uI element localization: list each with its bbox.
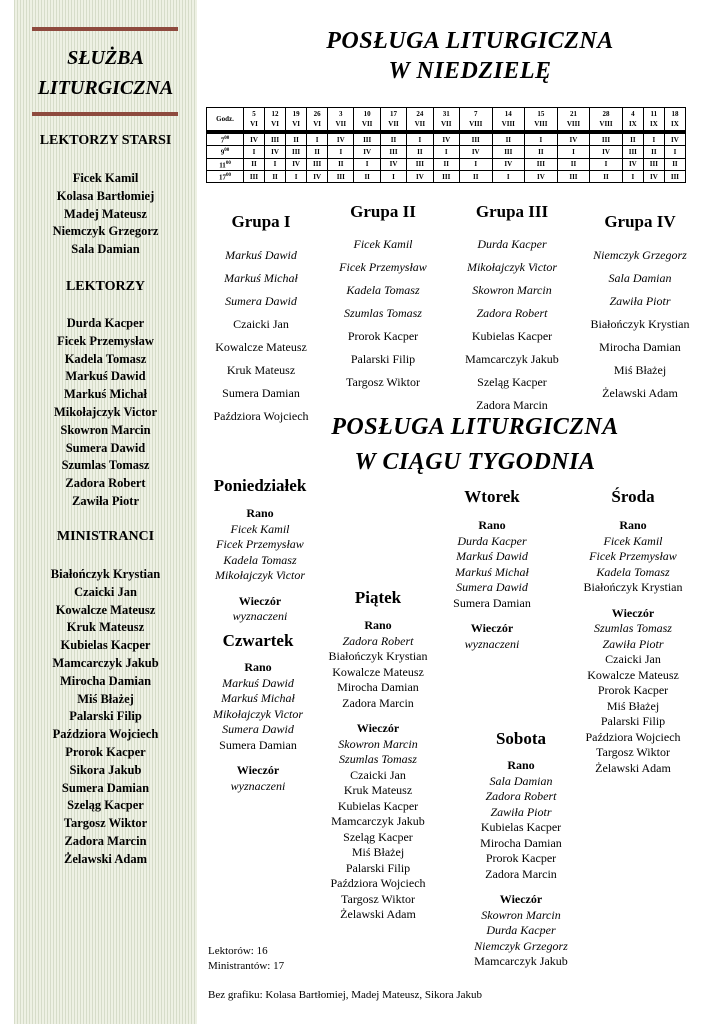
group-4-heading: Grupa IV xyxy=(604,212,676,231)
table-cell: III xyxy=(380,146,406,158)
day-sobota-heading: Sobota xyxy=(495,729,547,748)
table-cell: III xyxy=(307,158,328,170)
list-item: Zawiła Piotr xyxy=(71,493,139,508)
rano-label: Rano xyxy=(364,618,392,632)
table-header-date: 26 VI xyxy=(307,108,328,133)
rano-label: Rano xyxy=(478,518,506,532)
list-item: Sumera Dawid xyxy=(65,440,146,455)
footer-lektorow: Lektorów: 16 xyxy=(208,945,268,957)
table-header-label: Godz. xyxy=(207,108,244,133)
group-member: Miś Błażej xyxy=(613,363,667,377)
table-cell: IV xyxy=(307,170,328,182)
list-item: Markuś Dawid xyxy=(65,369,146,384)
person: Kowalcze Mateusz xyxy=(332,664,424,679)
group-member: Żelawski Adam xyxy=(602,386,678,400)
table-header-date: 19 VI xyxy=(286,108,307,133)
group-member: Ficek Kamil xyxy=(353,237,413,251)
table-hour: $7^{00}$ xyxy=(207,132,244,146)
weekday-title-line1: POSŁUGA LITURGICZNA xyxy=(331,414,619,440)
person: Prorok Kacper xyxy=(485,851,557,865)
person: Sala Damian xyxy=(489,773,553,788)
table-cell: IV xyxy=(265,146,286,158)
table-hour: $17^{00}$ xyxy=(207,170,244,182)
person: Prorok Kacper xyxy=(597,683,669,697)
list-item: Czaicki Jan xyxy=(74,584,137,599)
table-cell: IV xyxy=(459,146,492,158)
wieczor-label: Wieczór xyxy=(499,892,543,906)
group-member: Sumera Dawid xyxy=(225,294,297,308)
table-cell: II xyxy=(459,170,492,182)
group-member: Zadora Robert xyxy=(476,306,548,320)
person: Kruk Mateusz xyxy=(343,783,413,797)
list-item: Palarski Filip xyxy=(69,709,142,724)
table-header-date: 5 VI xyxy=(244,108,265,133)
person: Zadora Marcin xyxy=(485,866,557,881)
sunday-schedule-table xyxy=(206,107,686,183)
table-row xyxy=(207,146,686,158)
person: wyznaczeni xyxy=(464,636,520,651)
group-1-heading: Grupa I xyxy=(231,212,291,231)
table-cell: I xyxy=(265,158,286,170)
person: Targosz Wiktor xyxy=(341,891,415,906)
table-cell: I xyxy=(590,158,623,170)
table-cell: III xyxy=(407,158,433,170)
list-item: Niemczyk Grzegorz xyxy=(52,224,159,239)
table-header-date: 3 VII xyxy=(328,108,354,133)
group-member: Markuś Michał xyxy=(224,271,298,285)
list-item: Zadora Marcin xyxy=(64,833,147,848)
sidebar-top-rule xyxy=(32,27,178,31)
table-cell: II xyxy=(307,146,328,158)
person: Ficek Kamil xyxy=(603,533,663,548)
group-member: Ficek Przemysław xyxy=(339,260,427,274)
table-row xyxy=(207,170,686,182)
table-cell: II xyxy=(244,158,265,170)
person: Mirocha Damian xyxy=(337,680,419,694)
person: Zadora Robert xyxy=(485,789,557,803)
table-cell: II xyxy=(354,170,380,182)
group-2-members xyxy=(313,233,453,394)
list-item: Prorok Kacper xyxy=(65,744,146,759)
lektorzy-heading: LEKTORZY xyxy=(65,279,146,294)
group-member: Mikołajczyk Victor xyxy=(466,260,558,274)
table-cell: II xyxy=(643,146,664,158)
table-cell: II xyxy=(525,146,558,158)
list-item: Ficek Kamil xyxy=(72,171,139,185)
group-member: Kowalcze Mateusz xyxy=(215,340,307,354)
list-item: Żelawski Adam xyxy=(63,851,147,866)
group-member: Zadora Marcin xyxy=(476,398,548,412)
table-cell: III xyxy=(328,170,354,182)
person: Czaicki Jan xyxy=(350,767,406,782)
table-cell: IV xyxy=(380,158,406,170)
table-cell: I xyxy=(407,132,433,146)
group-1-members xyxy=(191,244,331,428)
footer-ministrantow: Ministrantów: 17 xyxy=(208,960,285,972)
table-hour: $9^{00}$ xyxy=(207,146,244,158)
person: Ficek Przemysław xyxy=(216,537,304,551)
day-sroda-heading: Środa xyxy=(611,487,655,506)
person: Szeląg Kacper xyxy=(343,829,413,844)
table-cell: I xyxy=(459,158,492,170)
list-item: Markuś Michał xyxy=(64,387,147,402)
table-cell: IV xyxy=(286,158,307,170)
person: Zadora Robert xyxy=(342,633,414,648)
table-cell: IV xyxy=(557,132,590,146)
sidebar-title-line1: SŁUŻBA xyxy=(67,47,144,69)
table-cell: III xyxy=(244,170,265,182)
table-cell: IV xyxy=(244,132,265,146)
group-member: Szeląg Kacper xyxy=(477,375,547,389)
group-member: Mirocha Damian xyxy=(599,340,681,354)
day-czwartek xyxy=(188,658,328,794)
person: Durda Kacper xyxy=(486,923,556,937)
table-cell: II xyxy=(590,170,623,182)
person: Miś Błażej xyxy=(351,845,405,859)
lektorzy-starsi-heading: LEKTORZY STARSI xyxy=(39,133,172,148)
table-cell: IV xyxy=(354,146,380,158)
table-cell: IV xyxy=(643,170,664,182)
person: Żelawski Adam xyxy=(595,760,671,775)
list-item: Paździora Wojciech xyxy=(52,727,159,742)
person: Paździora Wojciech xyxy=(585,729,681,744)
person: Miś Błażej xyxy=(606,698,660,713)
person: Zawiła Piotr xyxy=(602,636,664,651)
table-cell: I xyxy=(328,146,354,158)
wieczor-label: Wieczór xyxy=(236,763,280,777)
list-item: Sumera Damian xyxy=(61,780,150,795)
person: Sumera Dawid xyxy=(222,722,294,736)
person: Białończyk Krystian xyxy=(328,649,428,663)
list-item: Mikołajczyk Victor xyxy=(53,404,158,419)
person: Kadela Tomasz xyxy=(223,552,297,567)
group-member: Markuś Dawid xyxy=(225,248,297,262)
list-item: Kolasa Bartłomiej xyxy=(56,188,155,203)
group-member: Paździora Wojciech xyxy=(213,409,309,423)
table-cell: III xyxy=(590,132,623,146)
person: Mirocha Damian xyxy=(480,835,562,850)
table-header-date: 28 VIII xyxy=(590,108,623,133)
list-item: Sala Damian xyxy=(71,242,140,257)
list-item: Mirocha Damian xyxy=(59,673,152,688)
person: Sumera Damian xyxy=(219,737,297,752)
sidebar-title-line2: LITURGICZNA xyxy=(37,77,174,99)
table-cell: III xyxy=(286,146,307,158)
list-item: Durda Kacper xyxy=(66,316,145,330)
table-cell: III xyxy=(557,170,590,182)
spacer xyxy=(451,882,591,890)
person: Kubielas Kacper xyxy=(480,820,562,834)
person: Szumlas Tomasz xyxy=(339,752,417,766)
list-item: Kowalcze Mateusz xyxy=(55,602,156,617)
list-item: Kruk Mateusz xyxy=(66,620,145,635)
person: wyznaczeni xyxy=(232,609,288,623)
person: Białończyk Krystian xyxy=(583,580,683,594)
person: Sumera Damian xyxy=(453,595,531,610)
person: Markuś Dawid xyxy=(456,549,528,563)
table-cell: II xyxy=(286,132,307,146)
wieczor-label: Wieczór xyxy=(470,621,514,635)
table-header-date: 11 IX xyxy=(643,108,664,133)
table-header-date: 17 VII xyxy=(380,108,406,133)
day-wtorek-heading: Wtorek xyxy=(464,487,520,506)
group-member: Skowron Marcin xyxy=(472,283,552,297)
person: Szumlas Tomasz xyxy=(594,621,672,635)
rano-label: Rano xyxy=(246,506,274,520)
person: wyznaczeni xyxy=(230,778,286,793)
group-member: Niemczyk Grzegorz xyxy=(593,248,687,262)
table-cell: I xyxy=(244,146,265,158)
group-member: Szumlas Tomasz xyxy=(344,306,422,320)
wieczor-label: Wieczór xyxy=(356,721,400,735)
table-cell: II xyxy=(664,158,685,170)
person: Palarski Filip xyxy=(345,860,411,875)
person: Kowalcze Mateusz xyxy=(587,667,679,682)
person: Ficek Przemysław xyxy=(589,549,677,563)
group-member: Palarski Filip xyxy=(350,352,416,366)
list-item: Miś Błażej xyxy=(77,691,134,706)
wieczor-label: Wieczór xyxy=(611,605,655,620)
spacer xyxy=(188,753,328,761)
table-cell: I xyxy=(525,132,558,146)
table-cell: I xyxy=(307,132,328,146)
group-member: Kadela Tomasz xyxy=(346,283,420,297)
person: Skowron Marcin xyxy=(338,736,418,751)
table-cell: III xyxy=(354,132,380,146)
ministranci-list xyxy=(14,566,197,869)
group-member: Kubielas Kacper xyxy=(471,329,553,343)
table-cell: IV xyxy=(622,158,643,170)
table-header-date: 14 VIII xyxy=(492,108,525,133)
person: Mamcarczyk Jakub xyxy=(331,814,425,828)
group-member: Czaicki Jan xyxy=(233,317,289,331)
table-cell: II xyxy=(380,132,406,146)
table-cell: I xyxy=(664,146,685,158)
person: Mikołajczyk Victor xyxy=(214,568,306,582)
group-member: Prorok Kacper xyxy=(347,329,419,343)
table-cell: I xyxy=(622,170,643,182)
day-sobota xyxy=(451,756,591,970)
group-member: Mamcarczyk Jakub xyxy=(465,352,559,366)
group-member: Zawiła Piotr xyxy=(609,294,671,308)
person: Durda Kacper xyxy=(457,533,527,548)
sunday-title-line2: W NIEDZIELĘ xyxy=(388,58,552,84)
list-item: Skowron Marcin xyxy=(60,422,151,437)
person: Markuś Dawid xyxy=(222,675,294,690)
group-member: Durda Kacper xyxy=(477,237,547,251)
wieczor-label: Wieczór xyxy=(238,593,282,608)
table-cell: III xyxy=(664,170,685,182)
table-cell: I xyxy=(492,170,525,182)
person: Kadela Tomasz xyxy=(596,564,670,579)
sunday-title-line1: POSŁUGA LITURGICZNA xyxy=(326,28,614,54)
table-cell: II xyxy=(492,132,525,146)
day-piatek-heading: Piątek xyxy=(354,588,402,607)
table-cell: II xyxy=(265,170,286,182)
footer-bez-grafiku: Bez grafiku: Kolasa Bartłomiej, Madej Mateusz, Sikora Jakub xyxy=(208,989,483,1001)
sidebar xyxy=(14,0,197,1024)
table-cell: III xyxy=(265,132,286,146)
list-item: Szeląg Kacper xyxy=(67,798,144,813)
group-3-members xyxy=(442,233,582,417)
person: Zadora Marcin xyxy=(342,695,414,710)
table-header-date: 4 IX xyxy=(622,108,643,133)
list-item: Białończyk Krystian xyxy=(50,567,161,581)
list-item: Targosz Wiktor xyxy=(63,816,148,831)
list-item: Mamcarczyk Jakub xyxy=(52,655,159,670)
table-header-date: 7 VIII xyxy=(459,108,492,133)
list-item: Kadela Tomasz xyxy=(64,351,147,366)
list-item: Szumlas Tomasz xyxy=(61,458,150,473)
person: Ficek Kamil xyxy=(230,521,290,536)
table-header-date: 24 VII xyxy=(407,108,433,133)
day-piatek xyxy=(308,616,448,923)
spacer xyxy=(308,711,448,719)
table-header-date: 15 VIII xyxy=(525,108,558,133)
person: Markuś Michał xyxy=(221,691,295,705)
person: Kubielas Kacper xyxy=(337,798,419,813)
person: Markuś Michał xyxy=(455,564,529,579)
group-member: Sala Damian xyxy=(608,271,672,285)
list-item: Sikora Jakub xyxy=(69,762,142,777)
sidebar-bottom-rule xyxy=(32,112,178,116)
table-cell: II xyxy=(557,158,590,170)
rano-label: Rano xyxy=(619,518,647,532)
group-member: Białończyk Krystian xyxy=(590,317,690,331)
person: Paździora Wojciech xyxy=(330,876,426,890)
table-header-date: 21 VIII xyxy=(557,108,590,133)
group-3-heading: Grupa III xyxy=(475,202,549,221)
table-header-date: 18 IX xyxy=(664,108,685,133)
table-cell: IV xyxy=(407,170,433,182)
table-cell: I xyxy=(286,170,307,182)
group-member: Targosz Wiktor xyxy=(346,375,420,389)
table-header-date: 31 VII xyxy=(433,108,459,133)
table-cell: III xyxy=(433,170,459,182)
table-cell: I xyxy=(557,146,590,158)
person: Palarski Filip xyxy=(600,714,666,728)
table-hour: $11^{00}$ xyxy=(207,158,244,170)
person: Sumera Dawid xyxy=(456,580,528,594)
day-czwartek-heading: Czwartek xyxy=(222,631,294,650)
table-cell: III xyxy=(643,158,664,170)
table-cell: I xyxy=(354,158,380,170)
table-cell: II xyxy=(328,158,354,170)
lektorzy-list xyxy=(14,315,197,511)
table-cell: IV xyxy=(492,158,525,170)
table-cell: II xyxy=(433,158,459,170)
group-4-members xyxy=(570,244,710,405)
table-cell: I xyxy=(643,132,664,146)
list-item: Kubielas Kacper xyxy=(60,638,151,653)
group-2-heading: Grupa II xyxy=(350,202,416,221)
person: Żelawski Adam xyxy=(340,907,416,921)
person: Czaicki Jan xyxy=(605,652,661,666)
group-member: Sumera Damian xyxy=(222,386,300,400)
rano-label: Rano xyxy=(507,758,535,772)
table-cell: II xyxy=(407,146,433,158)
ministranci-heading: MINISTRANCI xyxy=(56,529,155,544)
table-cell: IV xyxy=(328,132,354,146)
table-cell: I xyxy=(433,146,459,158)
list-item: Ficek Przemysław xyxy=(57,333,154,348)
table-cell: IV xyxy=(664,132,685,146)
table-header-date: 12 VI xyxy=(265,108,286,133)
person: Mamcarczyk Jakub xyxy=(474,954,568,968)
table-cell: III xyxy=(492,146,525,158)
list-item: Madej Mateusz xyxy=(64,206,147,221)
person: Mikołajczyk Victor xyxy=(212,706,304,721)
table-cell: II xyxy=(622,132,643,146)
table-cell: III xyxy=(622,146,643,158)
table-cell: I xyxy=(380,170,406,182)
table-cell: III xyxy=(525,158,558,170)
person: Zawiła Piotr xyxy=(490,804,552,819)
rano-label: Rano xyxy=(244,660,272,674)
day-poniedzialek-heading: Poniedziałek xyxy=(213,476,307,495)
group-member: Kruk Mateusz xyxy=(226,363,296,377)
table-cell: III xyxy=(459,132,492,146)
table-row xyxy=(207,158,686,170)
lektorzy-starsi-list xyxy=(14,170,197,259)
person: Targosz Wiktor xyxy=(596,745,670,759)
table-header-date: 10 VII xyxy=(354,108,380,133)
table-cell: IV xyxy=(433,132,459,146)
person: Niemczyk Grzegorz xyxy=(474,938,568,953)
table-cell: IV xyxy=(590,146,623,158)
table-row xyxy=(207,132,686,146)
list-item: Zadora Robert xyxy=(65,476,146,491)
spacer xyxy=(563,596,703,604)
table-cell: IV xyxy=(525,170,558,182)
weekday-title-line2: W CIĄGU TYGODNIA xyxy=(354,449,596,475)
person: Skowron Marcin xyxy=(481,907,561,922)
